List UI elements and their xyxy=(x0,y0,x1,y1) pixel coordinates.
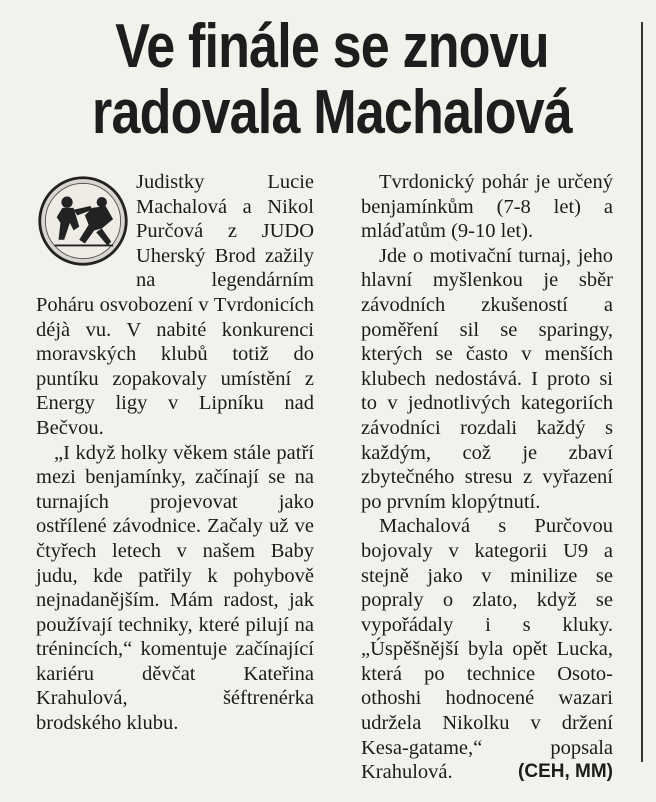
column-rule xyxy=(641,22,643,762)
headline-line-1: Ve finále se znovu xyxy=(115,12,549,81)
judo-throw-icon xyxy=(36,174,130,268)
right-column xyxy=(361,170,613,785)
article-paragraph: Tvrdonický pohár je určený benjamínkům (7-8 let) a mláďatům (9-10 let). xyxy=(361,171,613,243)
article-paragraph-text: Machalová s Purčovou bojovaly v kategorii U9 a stejně jako v minilize se popraly o zlato, když se vypořádaly i s kluky. „Úspěšnější byla opět Lucka, která po technice Osoto-othoshi hodnocené wazari udržela Nikolku v držení Kesa-gatame,“ popsala Krahulová. xyxy=(361,515,613,784)
article-paragraph: Judistky Lucie Machalová a Nikol Purčová z JUDO Uherský Brod zažily na legendárním Poháru osvobození v Tvrdonicích déjà vu. V nabité konkurenci moravských klubů totiž do puntíku zopakovaly umístění z Energy ligy v Lipníku nad Bečvou. xyxy=(36,171,314,439)
article-paragraph xyxy=(361,514,613,785)
headline-line-2: radovala Machalová xyxy=(92,78,572,147)
article-paragraph: „I když holky věkem stále patří mezi benjamínky, začínají se na turnajích projevovat jako ostřílené závodnice. Začaly už ve čtyřech letech v našem Baby judu, kde patřily k pohybově nejnadanějším. Mám radost, jak používají techniky, které pilují na trénincích,“ komentuje začínající kariéru děvčat Kateřina Krahulová, šéftrenérka brodského klubu. xyxy=(36,441,314,735)
headline xyxy=(72,14,593,146)
left-column xyxy=(36,170,314,736)
author-byline: (CEH, MM) xyxy=(518,761,613,783)
article-paragraph: Jde o motivační turnaj, jeho hlavní myšlenkou je sběr závodních zkušeností a poměření sil se sparingy, kterých se často v menších klubech nedostává. I proto si to v jednotlivých kategoriích závodníci rozdali každý s každým, což je zbaví zbytečného stresu z vyřazení po prvním klopýtnutí. xyxy=(361,244,613,513)
